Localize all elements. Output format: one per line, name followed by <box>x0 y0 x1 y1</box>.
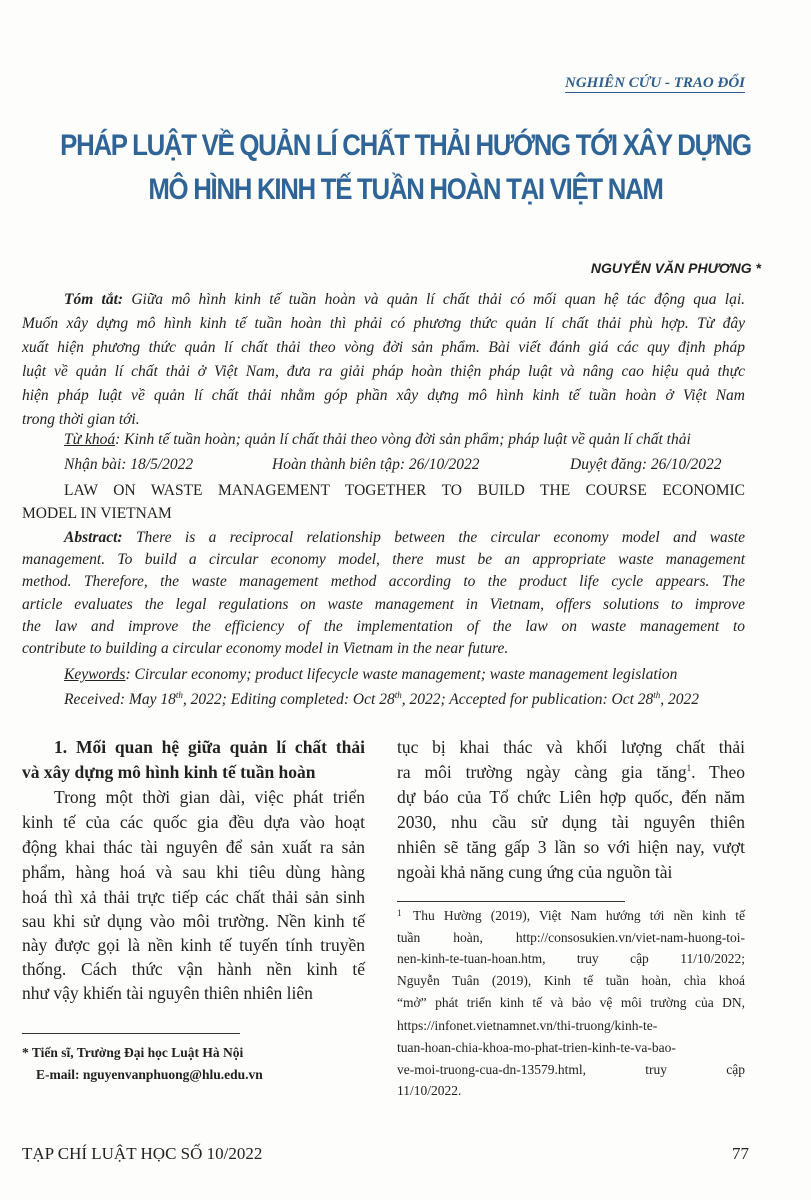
vn-line: Muốn xây dựng mô hình kinh tế tuần hoàn thì phải có phương thức quản lí chất thải phù hợp. Từ đây <box>22 315 745 332</box>
right-line: nhiên sẽ tăng gấp 3 lần so với hiện nay, vượt <box>397 837 745 857</box>
keywords-en-label: Keywords <box>64 666 126 683</box>
en-line: the law and improve the efficiency of the implementation of the law on waste management to <box>22 618 745 635</box>
body-line <box>397 762 745 782</box>
fn-line: Thu Hường (2019), Việt Nam hướng tới nền kinh tế <box>413 908 745 923</box>
fn-line: nen-kinh-te-tuan-hoan.htm, truy cập 11/10/2022; <box>397 951 745 966</box>
abstract-en-text: There is a reciprocal relationship between the circular economy model and waste <box>135 529 745 546</box>
left-line: kinh tế của các quốc gia đều dựa vào hoạt <box>22 812 365 832</box>
section-heading-line-1: 1. Mối quan hệ giữa quản lí chất thải <box>54 737 365 757</box>
section-tag: NGHIÊN CỨU - TRAO ĐỔI <box>565 75 745 91</box>
journal-footer: TẠP CHÍ LUẬT HỌC SỐ 10/2022 <box>22 1144 263 1163</box>
accepted-en: , 2022; Accepted for publication: Oct 28 <box>401 691 654 708</box>
fn-line: tuan-hoan-chia-khoa-mo-phat-trien-kinh-te-va-bao- <box>397 1040 676 1055</box>
left-line: sau khi sử dụng vào môi trường. Nền kinh tế <box>22 911 365 931</box>
fn-line: tuần hoàn, http://consosukien.vn/viet-nam-huong-toi- <box>397 930 745 945</box>
vn-line: hiện pháp luật về quản lí chất thải nhằm góp phần xây dựng mô hình kinh tế tuần hoàn ở Việt Nam <box>22 387 745 404</box>
right-line: 2030, nhu cầu sử dụng tài nguyên thiên <box>397 812 745 832</box>
left-line: này được gọi là nền kinh tế tuyến tính truyền <box>22 935 365 955</box>
right-line: dự báo của Tổ chức Liên hợp quốc, đến năm <box>397 787 745 807</box>
body-text: . Theo <box>691 762 745 782</box>
sup: th <box>175 689 183 700</box>
keywords-en-text: : Circular economy; product lifecycle waste management; waste management legislation <box>125 666 678 683</box>
fn-line: “mở” phát triển kinh tế và bảo vệ môi trường của DN, <box>397 995 745 1010</box>
left-line: động khai thác tài nguyên để sản xuất ra sản <box>22 837 365 857</box>
abstract-vn-line <box>64 290 745 310</box>
article-title-line-1: PHÁP LUẬT VỀ QUẢN LÍ CHẤT THẢI HƯỚNG TỚI XÂY DỰNG <box>60 129 751 162</box>
keywords-vn <box>64 430 691 450</box>
body-text: ra môi trường ngày càng gia tăng <box>397 762 687 782</box>
left-line: Trong một thời gian dài, việc phát triển <box>54 787 365 807</box>
sup: th <box>653 689 661 700</box>
footnote-ref[interactable]: 1 <box>686 763 692 774</box>
abstract-en-label: Abstract: <box>64 529 123 546</box>
body-line: tục bị khai thác và khối lượng chất thải <box>397 737 745 757</box>
author-name: NGUYỄN VĂN PHƯƠNG * <box>590 260 761 276</box>
author-email[interactable]: E-mail: nguyenvanphuong@hlu.edu.vn <box>36 1067 263 1082</box>
abstract-vn-label: Tóm tắt: <box>64 291 124 308</box>
accepted-date-vn: Duyệt đăng: 26/10/2022 <box>570 456 722 473</box>
keywords-vn-text: : Kinh tế tuần hoàn; quản lí chất thải theo vòng đời sản phẩm; pháp luật về quản lí chất thải <box>115 431 691 448</box>
english-title-line-1: LAW ON WASTE MANAGEMENT TOGETHER TO BUILD THE COURSE ECONOMIC <box>64 482 745 499</box>
footnote-number: 1 <box>397 908 402 918</box>
left-line: hoá thì xả thải trực tiếp các chất thải sản sinh <box>22 887 365 907</box>
keywords-vn-label: Từ khoá <box>64 431 116 448</box>
sup: th <box>394 689 402 700</box>
fn-line: 11/10/2022. <box>397 1083 462 1098</box>
section-heading-line-2: và xây dựng mô hình kinh tế tuần hoàn <box>22 762 316 782</box>
right-line: ngoài khả năng cung ứng của nguồn tài <box>397 862 673 882</box>
keywords-en <box>64 665 677 685</box>
vn-line: luật về quản lí chất thải ở Việt Nam, đưa ra giải pháp hoàn thiện pháp luật và nâng cao hiệu quả thực <box>22 363 745 380</box>
en-line: management. To build a circular economy model, there must be an appropriate waste management <box>22 551 745 568</box>
vn-line: trong thời gian tới. <box>22 411 140 428</box>
footnote-divider <box>22 1033 240 1034</box>
en-line: contribute to building a circular economy model in Vietnam in the near future. <box>22 640 509 657</box>
en-line: method. Therefore, the waste management method according to the product life cycle appears. The <box>22 573 745 590</box>
left-line: như vậy khiến tài nguyên thiên nhiên liên <box>22 983 313 1003</box>
fn-line: Nguyễn Tuân (2019), Kinh tế tuần hoàn, chìa khoá <box>397 973 745 988</box>
received-en: Received: May 18 <box>64 691 176 708</box>
fn-line: https://infonet.vietnamnet.vn/thi-truong/kinh-te- <box>397 1018 658 1033</box>
author-affiliation: * Tiến sĩ, Trường Đại học Luật Hà Nội <box>22 1045 244 1060</box>
received-date-vn: Nhận bài: 18/5/2022 <box>64 456 194 473</box>
fn-line: ve-moi-truong-cua-dn-13579.html, truy cập <box>397 1062 745 1077</box>
page-number: 77 <box>732 1144 749 1163</box>
en-line: article evaluates the legal regulations on waste management in Vietnam, offers solutions to improve <box>22 596 745 613</box>
english-title-line-2: MODEL IN VIETNAM <box>22 505 172 522</box>
left-line: phẩm, hàng hoá và sau khi tiêu dùng hàng <box>22 862 365 882</box>
edited-en: , 2022; Editing completed: Oct 28 <box>182 691 395 708</box>
edited-date-vn: Hoàn thành biên tập: 26/10/2022 <box>272 456 480 473</box>
year-en: , 2022 <box>660 691 700 708</box>
footnote-divider <box>397 901 625 902</box>
left-line: thống. Cách thức vận hành nền kinh tế <box>22 959 365 979</box>
abstract-vn-text: Giữa mô hình kinh tế tuần hoàn và quản lí chất thải có mối quan hệ tác động qua lại. <box>131 291 745 308</box>
abstract-en-line <box>64 528 745 548</box>
article-title-line-2: MÔ HÌNH KINH TẾ TUẦN HOÀN TẠI VIỆT NAM <box>148 173 663 206</box>
dates-en <box>64 690 699 710</box>
vn-line: xuất hiện phương thức quản lí chất thải theo vòng đời sản phẩm. Bài viết đánh giá các quy định pháp <box>22 339 745 356</box>
